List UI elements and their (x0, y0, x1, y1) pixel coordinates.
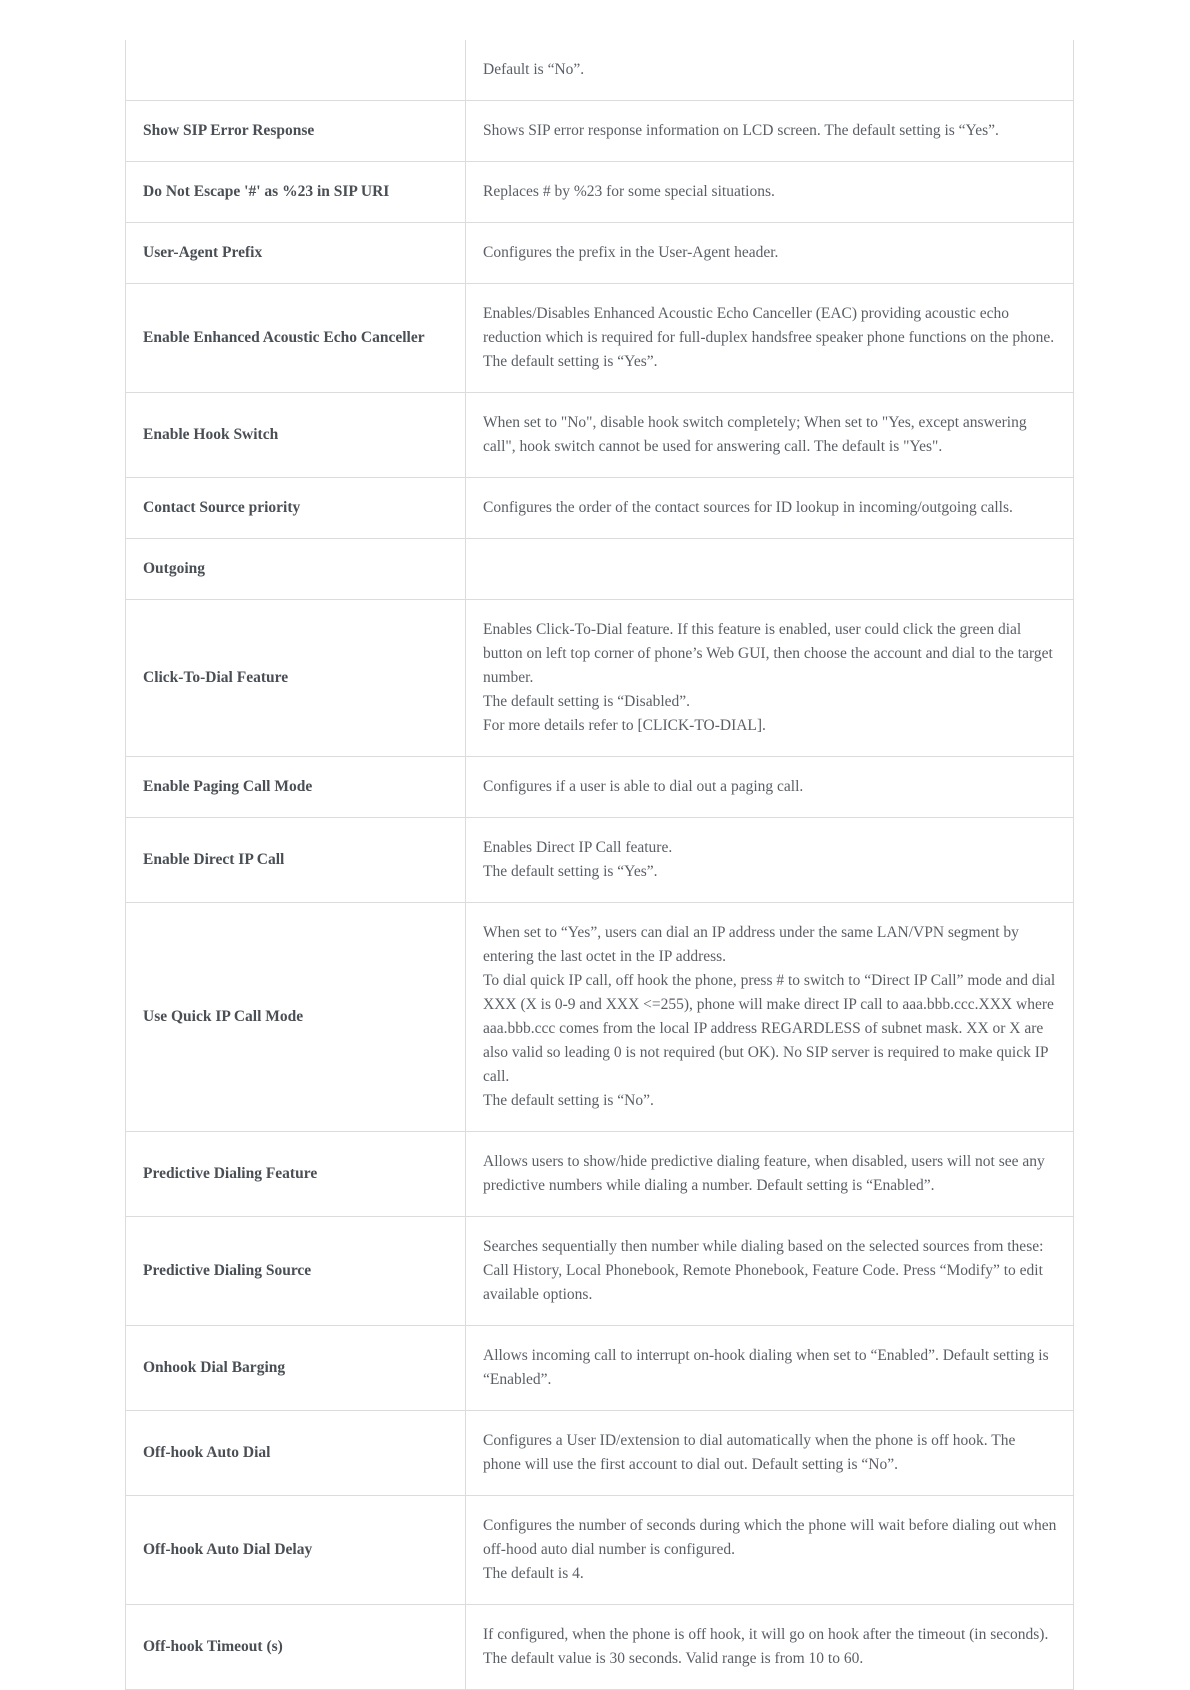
table-row (126, 600, 1074, 757)
table-row (126, 1496, 1074, 1605)
table-row (126, 40, 1074, 101)
setting-description-line: Default is “No”. (483, 61, 585, 78)
setting-description-cell (466, 1326, 1074, 1411)
setting-description-line: To dial quick IP call, off hook the phone, press # to switch to “Direct IP Call” mode and dial XXX (X is 0-9 and XXX <=255), phone will make direct IP call to aaa.bbb.ccc.XXX where aaa.bbb.ccc comes from the local IP address REGARDLESS of subnet mask. XX or X are also valid so leading 0 is not required (but OK). No SIP server is required to make quick IP call. (483, 972, 1056, 1085)
setting-name: Contact Source priority (143, 499, 301, 516)
table-row (126, 1217, 1074, 1326)
setting-description-line: Configures the prefix in the User-Agent header. (483, 244, 779, 261)
setting-description-cell (466, 40, 1074, 101)
setting-name: Enable Hook Switch (143, 426, 279, 443)
setting-name-cell (126, 1496, 466, 1605)
table-row (126, 223, 1074, 284)
setting-name: User-Agent Prefix (143, 244, 263, 261)
setting-name: Enable Direct IP Call (143, 851, 285, 868)
setting-description-cell (466, 1411, 1074, 1496)
setting-name-cell (126, 539, 466, 600)
setting-name: Click-To-Dial Feature (143, 669, 289, 686)
settings-table (125, 40, 1074, 1690)
settings-table-body (126, 40, 1074, 1690)
setting-description-line: The default setting is “Yes”. (483, 863, 658, 880)
table-row (126, 1605, 1074, 1690)
setting-description-line: Allows users to show/hide predictive dialing feature, when disabled, users will not see any predictive numbers while dialing a number. Default setting is “Enabled”. (483, 1153, 1045, 1194)
setting-description-line: Configures the order of the contact sources for ID lookup in incoming/outgoing calls. (483, 499, 1013, 516)
setting-description-cell (466, 1605, 1074, 1690)
setting-description-line: When set to "No", disable hook switch completely; When set to "Yes, except answering call", hook switch cannot be used for answering call. The default is "Yes". (483, 414, 1027, 455)
setting-description-line: Enables Click-To-Dial feature. If this feature is enabled, user could click the green dial button on left top corner of phone’s Web GUI, then choose the account and dial to the target number. (483, 621, 1053, 686)
setting-name: Off-hook Timeout (s) (143, 1638, 283, 1655)
setting-description-cell (466, 478, 1074, 539)
setting-name: Enable Paging Call Mode (143, 778, 313, 795)
setting-name-cell (126, 393, 466, 478)
setting-name: Predictive Dialing Source (143, 1262, 312, 1279)
setting-description-cell (466, 1496, 1074, 1605)
table-row (126, 162, 1074, 223)
setting-name-cell (126, 600, 466, 757)
setting-description-line: Configures the number of seconds during which the phone will wait before dialing out when off-hood auto dial number is configured. (483, 1517, 1057, 1558)
setting-name-cell (126, 1326, 466, 1411)
setting-name: Off-hook Auto Dial Delay (143, 1541, 313, 1558)
setting-name-cell (126, 818, 466, 903)
setting-description-cell (466, 757, 1074, 818)
setting-description-line: The default setting is “No”. (483, 1092, 654, 1109)
setting-description-cell (466, 101, 1074, 162)
table-row (126, 757, 1074, 818)
setting-description-line: Shows SIP error response information on LCD screen. The default setting is “Yes”. (483, 122, 999, 139)
setting-name: Predictive Dialing Feature (143, 1165, 318, 1182)
setting-description-cell (466, 162, 1074, 223)
setting-name-cell (126, 40, 466, 101)
setting-description-line: The default setting is “Yes”. (483, 353, 658, 370)
setting-description-line: If configured, when the phone is off hook, it will go on hook after the timeout (in seconds). The default value is 30 seconds. Valid range is from 10 to 60. (483, 1626, 1049, 1667)
setting-name: Enable Enhanced Acoustic Echo Canceller (143, 329, 425, 346)
setting-name-cell (126, 903, 466, 1132)
setting-name-cell (126, 223, 466, 284)
setting-description-line: The default setting is “Disabled”. (483, 693, 691, 710)
table-row (126, 818, 1074, 903)
table-row (126, 478, 1074, 539)
setting-description-line: Replaces # by %23 for some special situations. (483, 183, 775, 200)
setting-name: Onhook Dial Barging (143, 1359, 286, 1376)
setting-description-line: Configures if a user is able to dial out a paging call. (483, 778, 804, 795)
setting-description-cell (466, 1217, 1074, 1326)
setting-description-line: Enables/Disables Enhanced Acoustic Echo Canceller (EAC) providing acoustic echo reduction which is required for full-duplex handsfree speaker phone functions on the phone. (483, 305, 1055, 346)
setting-description-cell (466, 903, 1074, 1132)
setting-description-cell (466, 600, 1074, 757)
table-row (126, 1326, 1074, 1411)
table-row (126, 101, 1074, 162)
table-row (126, 903, 1074, 1132)
table-row (126, 393, 1074, 478)
setting-description-line: Allows incoming call to interrupt on-hook dialing when set to “Enabled”. Default setting is “Enabled”. (483, 1347, 1049, 1388)
setting-description-line: Configures a User ID/extension to dial automatically when the phone is off hook. The phone will use the first account to dial out. Default setting is “No”. (483, 1432, 1016, 1473)
setting-description-line: When set to “Yes”, users can dial an IP address under the same LAN/VPN segment by entering the last octet in the IP address. (483, 924, 1019, 965)
setting-description-cell (466, 1132, 1074, 1217)
setting-name-cell (126, 478, 466, 539)
setting-description-cell (466, 393, 1074, 478)
setting-name-cell (126, 757, 466, 818)
setting-name-cell (126, 1411, 466, 1496)
setting-description-line: Enables Direct IP Call feature. (483, 839, 673, 856)
setting-name: Use Quick IP Call Mode (143, 1008, 304, 1025)
setting-name: Show SIP Error Response (143, 122, 315, 139)
setting-description-line: Searches sequentially then number while dialing based on the selected sources from these: Call History, Local Phonebook, Remote Phonebook, Feature Code. Press “Modify” to edit available options. (483, 1238, 1044, 1303)
setting-name-cell (126, 1132, 466, 1217)
setting-name: Do Not Escape '#' as %23 in SIP URI (143, 183, 390, 200)
setting-name-cell (126, 101, 466, 162)
setting-description-cell (466, 284, 1074, 393)
setting-name: Off-hook Auto Dial (143, 1444, 271, 1461)
table-row (126, 1411, 1074, 1496)
table-row (126, 539, 1074, 600)
setting-name-cell (126, 162, 466, 223)
settings-table-container (125, 40, 1074, 1690)
setting-name: Outgoing (143, 560, 206, 577)
setting-description-line: The default is 4. (483, 1565, 584, 1582)
setting-name-cell (126, 284, 466, 393)
setting-description-cell (466, 539, 1074, 600)
setting-description-cell (466, 223, 1074, 284)
setting-name-cell (126, 1605, 466, 1690)
setting-description-cell (466, 818, 1074, 903)
table-row (126, 1132, 1074, 1217)
setting-name-cell (126, 1217, 466, 1326)
table-row (126, 284, 1074, 393)
setting-description-line: For more details refer to [CLICK-TO-DIAL]. (483, 717, 766, 734)
